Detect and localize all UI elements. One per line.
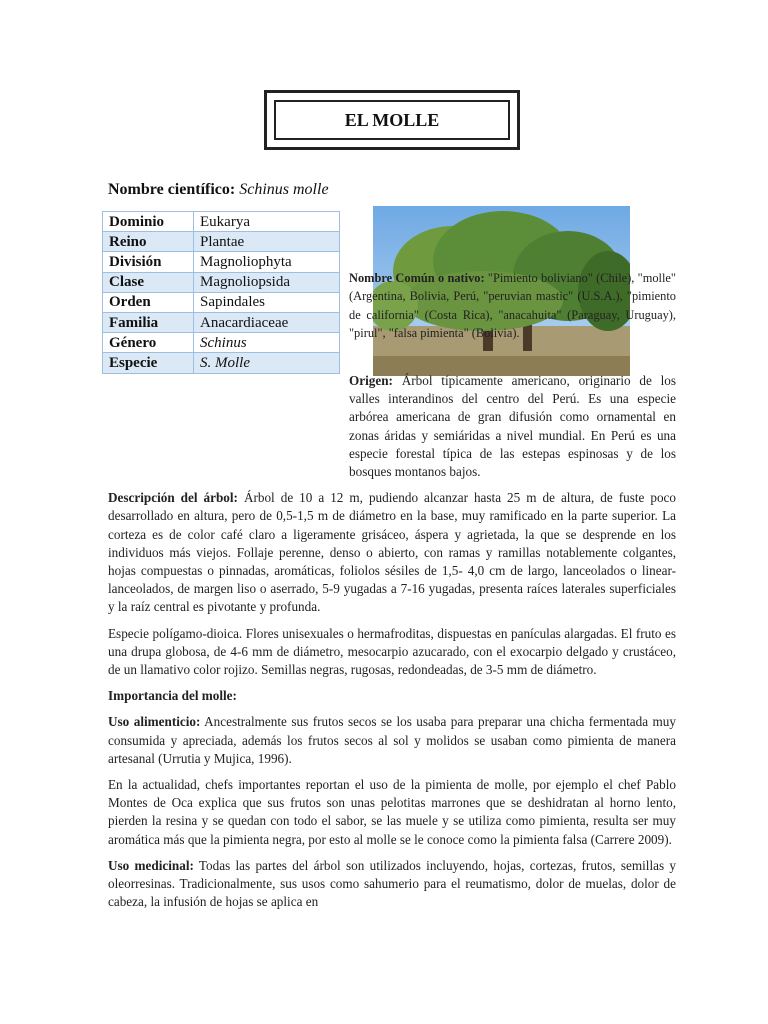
taxonomy-value: Plantae <box>194 232 340 252</box>
taxonomy-row <box>103 353 340 373</box>
taxonomy-value: Anacardiaceae <box>194 312 340 332</box>
taxonomy-row <box>103 232 340 252</box>
taxonomy-table <box>102 211 340 374</box>
taxonomy-value: Magnoliopsida <box>194 272 340 292</box>
title-box <box>264 90 520 150</box>
common-name-label: Nombre Común o nativo: <box>349 271 485 285</box>
taxonomy-value: S. Molle <box>194 353 340 373</box>
taxonomy-rank: División <box>103 252 194 272</box>
descripcion-paragraph <box>108 489 676 616</box>
taxonomy-value: Schinus <box>194 333 340 353</box>
taxonomy-row <box>103 292 340 312</box>
importancia-heading-text: Importancia del molle: <box>108 688 237 704</box>
taxonomy-rank: Orden <box>103 292 194 312</box>
page-title: EL MOLLE <box>274 100 510 140</box>
taxonomy-rank: Género <box>103 333 194 353</box>
importancia-heading <box>108 687 676 705</box>
uso-medicinal-paragraph <box>108 857 676 912</box>
taxonomy-value: Magnoliophyta <box>194 252 340 272</box>
taxonomy-rank: Dominio <box>103 212 194 232</box>
taxonomy-rank: Reino <box>103 232 194 252</box>
taxonomy-row <box>103 212 340 232</box>
taxonomy-row <box>103 272 340 292</box>
uso-medicinal-label: Uso medicinal: <box>108 857 194 873</box>
taxonomy-rank: Especie <box>103 353 194 373</box>
scientific-name <box>108 181 329 199</box>
especie-paragraph: Especie polígamo-dioica. Flores unisexuales o hermafroditas, dispuestas en panículas alargadas. El fruto es una drupa globosa, de 4-6 mm de diámetro, mesocarpio azucarado, con el exocarpio delgado y crustáceo, de un llamativo color rojizo. Semillas negras, rugosas, redondeadas, de 3-5 mm de diámetro. <box>108 625 676 678</box>
uso-alimenticio-label: Uso alimenticio: <box>108 714 201 730</box>
actualidad-paragraph: En la actualidad, chefs importantes reportan el uso de la pimienta de molle, por ejemplo el chef Pablo Montes de Oca explica que sus frutos son unas pelotitas marrones que se deshidratan al horno lento, pierden la resina y se quedan con todo el sabor, se las muele y se utiliza como pimienta, resulta ser muy aromática más que la pimienta negra, por esto al molle se le conoce como la pimienta falsa (Carrere 2009). <box>108 777 676 847</box>
origen-text: Árbol típicamente americano, originario de los valles interandinos del centro del Perú. Es una especie arbórea americana de gran difusión como ornamental en zonas áridas y semiáridas a nivel mundial. En Perú es una especie forestal típica de las estepas espinosas y de los bosques montanos bajos. <box>349 373 676 480</box>
taxonomy-rank: Clase <box>103 272 194 292</box>
descripcion-label: Descripción del árbol: <box>108 490 238 506</box>
origen-paragraph <box>108 372 676 481</box>
taxonomy-rank: Familia <box>103 312 194 332</box>
scientific-name-label: Nombre científico: <box>108 181 236 198</box>
descripcion-text: Árbol de 10 a 12 m, pudiendo alcanzar hasta 25 m de altura, de fuste poco desarrollado en altura, pero de 0,5-1,5 m de diámetro en la base, muy ramificado en la parte superior. La corteza es de color café claro a ligeramente grisáceo, áspera y agrietada, la que se desprende en los individuos más viejos. Follaje perenne, denso o abierto, con ramas y ramillas notablemente colgantes, hojas compuestas o pinnadas, aromáticas, foliolos sésiles de 1,5- 4,0 cm de largo, lanceolados o linear-lanceolados, de margen liso o aserrado, 5-9 yugadas a 7-16 yugadas, presenta raíces laterales superficiales y la raíz central es pivotante y profunda. <box>108 490 676 615</box>
taxonomy-value: Sapindales <box>194 292 340 312</box>
uso-medicinal-text: Todas las partes del árbol son utilizados incluyendo, hojas, cortezas, frutos, semillas y oleorresinas. Tradicionalmente, sus usos como sahumerio para el reumatismo, dolor de muelas, dolor de cabeza, la infusión de hojas se aplica en <box>108 857 676 910</box>
origen-label: Origen: <box>349 373 393 388</box>
common-name-text: "Pimiento boliviano" (Chile), "molle" (Argentina, Bolivia, Perú, "peruvian mastic" (U.S.A.), "pimiento de california" (Costa Rica), "anacahuita" (Paraguay, Uruguay), "pirul", "falsa pimienta" (Bolivia). <box>349 271 676 340</box>
taxonomy-row <box>103 252 340 272</box>
taxonomy-value: Eukarya <box>194 212 340 232</box>
taxonomy-row <box>103 312 340 332</box>
taxonomy-row <box>103 333 340 353</box>
uso-alimenticio-text: Ancestralmente sus frutos secos se los usaba para preparar una chicha fermentada muy consumida y apreciada, además los frutos secos al sol y molidos se usaban como pimienta de manera artesanal (Urrutia y Mujica, 1996). <box>108 714 676 766</box>
document-body <box>108 372 676 919</box>
common-name-paragraph <box>349 269 676 342</box>
uso-alimenticio-paragraph <box>108 713 676 768</box>
scientific-name-value: Schinus molle <box>239 181 329 198</box>
